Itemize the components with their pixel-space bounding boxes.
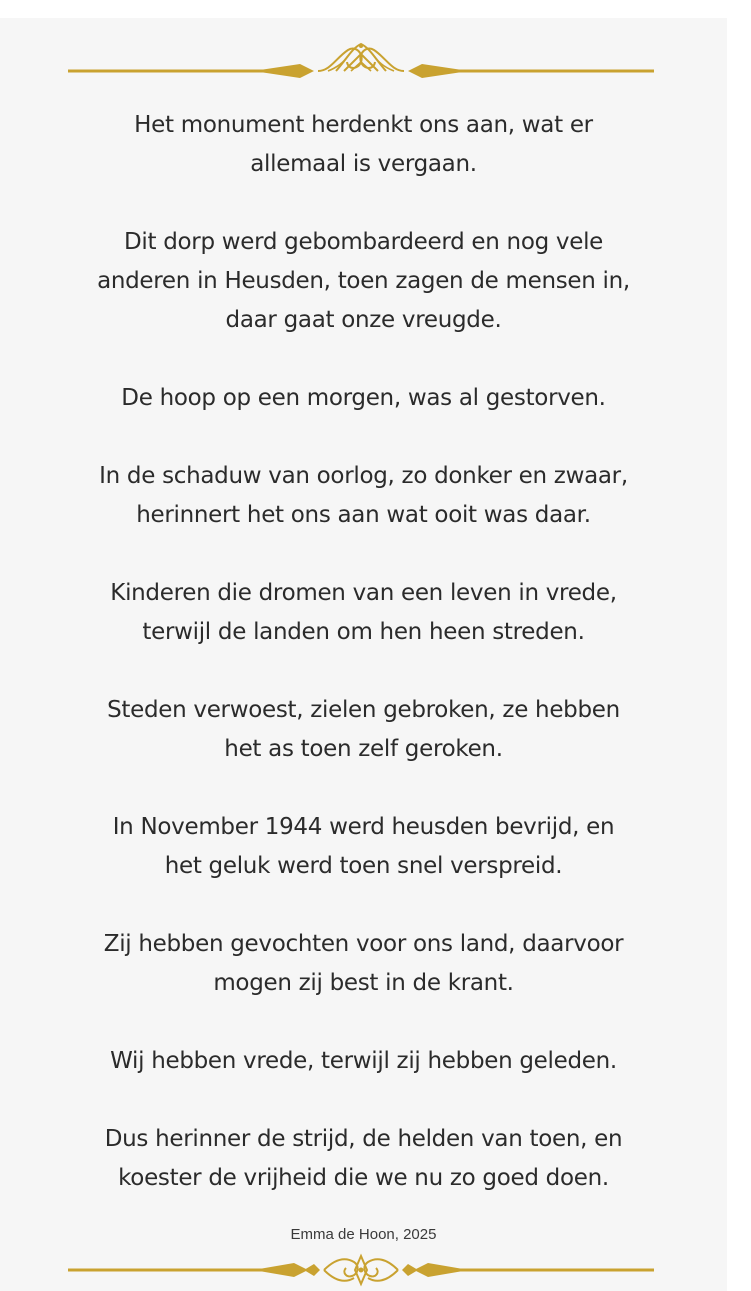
ornament-divider-bottom [68, 1250, 654, 1290]
stanza [0, 457, 727, 535]
poem-line: allemaal is vergaan. [250, 151, 477, 177]
poem-line: Zij hebben gevochten voor ons land, daarvoor [103, 931, 624, 957]
poem-line: anderen in Heusden, toen zagen de mensen in, [97, 268, 630, 294]
poem-line: het as toen zelf geroken. [224, 736, 503, 762]
stanza [0, 808, 727, 886]
poem-line: het geluk werd toen snel verspreid. [164, 853, 563, 879]
poem-line: In de schaduw van oorlog, zo donker en zwaar, [99, 463, 628, 489]
poem-card [0, 18, 727, 1291]
poem-line: koester de vrijheid die we nu zo goed doen. [118, 1165, 609, 1191]
poem-line: herinnert het ons aan wat ooit was daar. [136, 502, 591, 528]
poem-line: terwijl de landen om hen heen streden. [142, 619, 585, 645]
poem-line: Het monument herdenkt ons aan, wat er [134, 112, 593, 138]
poem-line: Kinderen die dromen van een leven in vrede, [110, 580, 617, 606]
poem-line: mogen zij best in de krant. [213, 970, 514, 996]
poem-line: Wij hebben vrede, terwijl zij hebben geleden. [110, 1048, 617, 1074]
stanza [0, 1042, 727, 1081]
stanza [0, 574, 727, 652]
poem-line: Dit dorp werd gebombardeerd en nog vele [123, 229, 604, 255]
poem-line: daar gaat onze vreugde. [225, 307, 502, 333]
stanza [0, 379, 727, 418]
signature: Emma de Hoon, 2025 [290, 1226, 437, 1243]
ornament-divider-top [68, 40, 654, 80]
poem-line: Steden verwoest, zielen gebroken, ze hebben [107, 697, 620, 723]
stanza [0, 106, 727, 184]
poem [0, 106, 727, 1237]
poem-line: In November 1944 werd heusden bevrijd, en [112, 814, 615, 840]
stanza [0, 925, 727, 1003]
stanza [0, 691, 727, 769]
poem-line: De hoop op een morgen, was al gestorven. [121, 385, 606, 411]
stanza [0, 223, 727, 340]
poem-line: Dus herinner de strijd, de helden van toen, en [104, 1126, 623, 1152]
stanza [0, 1120, 727, 1198]
